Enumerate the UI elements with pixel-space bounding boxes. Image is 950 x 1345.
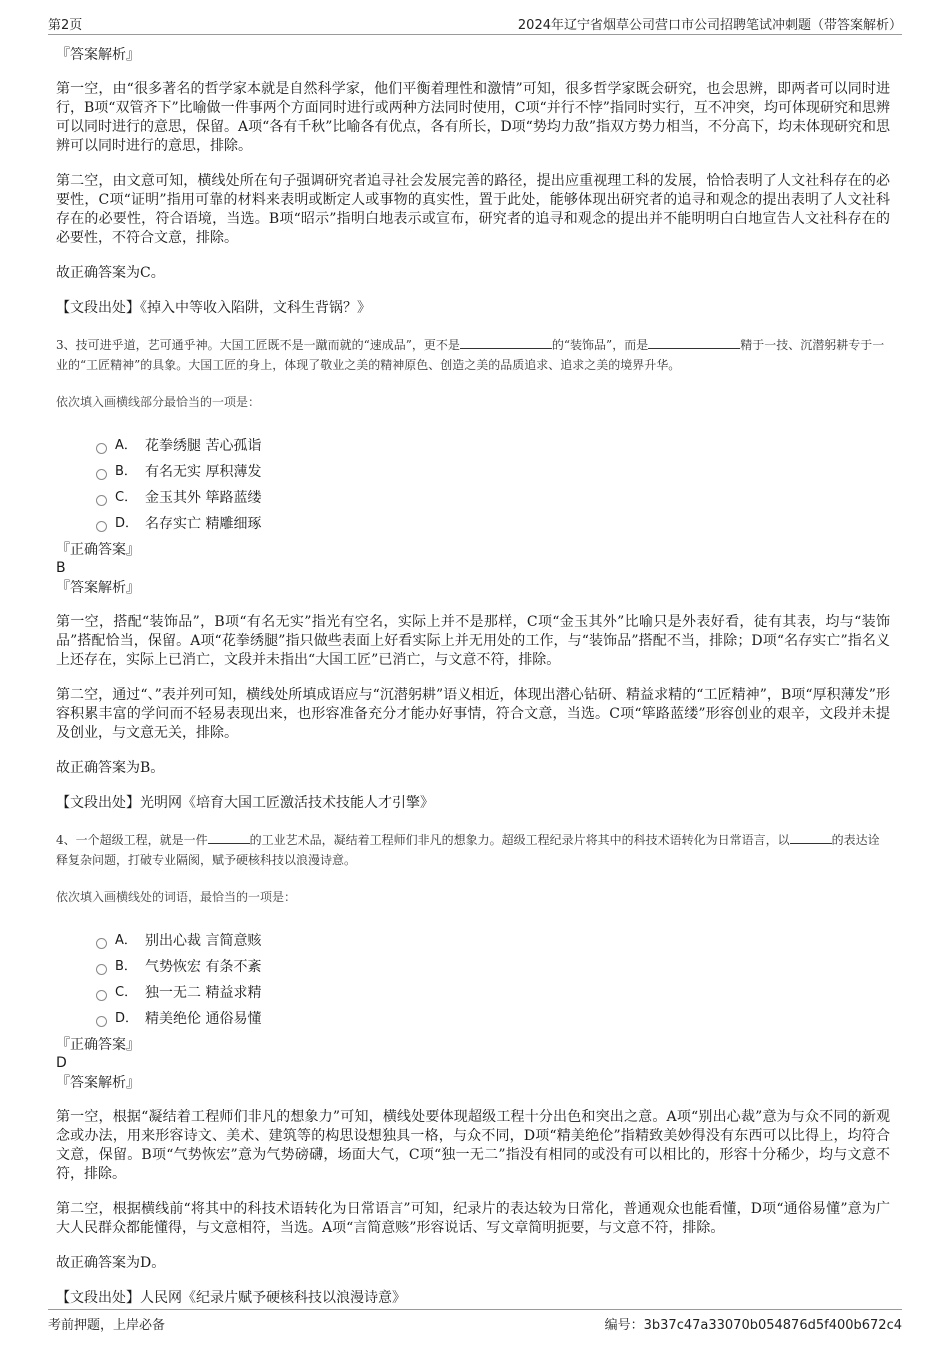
q3-source: 【文段出处】光明网《培育大国工匠激活技术技能人才引擎》 [56,795,434,811]
radio-icon[interactable] [96,990,107,1001]
q4-option-a[interactable]: A． 别出心裁 言简意赅 [96,928,890,954]
q4-instruction: 依次填入画横线处的词语，最恰当的一项是： [56,890,297,904]
q4-blank-1 [208,829,250,844]
q4-answer-label: 『正确答案』 [56,1037,140,1053]
footer-slogan: 考前押题，上岸必备 [48,1318,166,1333]
page-header [48,12,902,35]
q3-instruction: 依次填入画横线部分最恰当的一项是： [56,395,261,409]
document-title: 2024年辽宁省烟草公司营口市公司招聘笔试冲刺题（带答案解析） [517,18,902,33]
q3-analysis-para2: 第二空，通过“、”表并列可知，横线处所填成语应与“沉潜躬耕”语义相近，体现出潜心钻研、精益求精的“工匠精神”，B项“厚积薄发”形容积累丰富的学问而不轻易表现出来，也形容准备充分才能办好事情，符合文意，当选。C项“筚路蓝缕”形容创业的艰辛，文段并未提及创业，与文意无关，排除。 [56,687,890,741]
q4-option-d[interactable]: D． 精美绝伦 通俗易懂 [96,1006,890,1032]
q3-blank-2 [648,334,740,349]
radio-icon[interactable] [96,938,107,949]
q3-analysis-label: 『答案解析』 [56,580,140,596]
radio-icon[interactable] [96,964,107,975]
radio-icon[interactable] [96,521,107,532]
q3-answer: B [56,560,66,576]
q2-analysis-para1: 第一空，由“很多著名的哲学家本就是自然科学家，他们平衡着理性和激情”可知，很多哲学家既会研究，也会思辨，即两者可以同时进行，B项“双管齐下”比喻做一件事两个方面同时进行或两种方法同时使用，C项“并行不悖”指同时实行，互不冲突，均可体现研究和思辨可以同时进行的意思，保留。A项“各有千秋”比喻各有优点，各有所长，D项“势均力敌”指双方势力相当，不分高下，均未体现研究和思辨可以同时进行的意思，排除。 [56,81,890,154]
radio-icon[interactable] [96,1016,107,1027]
q4-analysis-label: 『答案解析』 [56,1075,140,1091]
q3-conclusion: 故正确答案为B。 [56,760,165,776]
q3-question-text: 3、技可进乎道，艺可通乎神。大国工匠既不是一蹴而就的“速成品”，更不是 的“装饰品”，而是 精于一技、沉潜躬耕专于一业的“工匠精神”的具象。大国工匠的身上，体现了敬业之美的精神原色、创造之美的品质追求、追求之美的境界升华。 [56,334,890,375]
page-footer [48,1309,902,1332]
q4-option-c[interactable]: C． 独一无二 精益求精 [96,980,890,1006]
q4-blank-2 [790,829,832,844]
q2-analysis-label: 『答案解析』 [56,47,140,63]
q4-options [96,928,890,1032]
q2-source: 【文段出处】《掉入中等收入陷阱，文科生背锅？》 [56,300,371,316]
q3-option-c[interactable]: C． 金玉其外 筚路蓝缕 [96,485,890,511]
q4-option-b[interactable]: B． 气势恢宏 有条不紊 [96,954,890,980]
page-number: 第2页 [48,18,83,33]
radio-icon[interactable] [96,495,107,506]
radio-icon[interactable] [96,469,107,480]
q4-answer: D [56,1055,67,1071]
q4-conclusion: 故正确答案为D。 [56,1255,166,1271]
q3-option-d[interactable]: D． 名存实亡 精雕细琢 [96,511,890,537]
q3-blank-1 [460,334,552,349]
q3-options [96,433,890,537]
document-id: 编号：3b37c47a33070b054876d5f400b672c4 [604,1318,902,1333]
q4-analysis-para1: 第一空，根据“凝结着工程师们非凡的想象力”可知，横线处要体现超级工程十分出色和突出之意。A项“别出心裁”意为与众不同的新观念或办法，用来形容诗文、美术、建筑等的构思设想独具一格，与众不同，D项“精美绝伦”指精致美妙得没有东西可以比得上，均符合文意，保留。B项“气势恢宏”意为气势磅礴，场面大气，C项“独一无二”指没有相同的或没有可以相比的，形容十分稀少，均与文意不符，排除。 [56,1109,890,1182]
q4-question-text: 4、一个超级工程，就是一件 的工业艺术品，凝结着工程师们非凡的想象力。超级工程纪录片将其中的科技术语转化为日常语言，以 的表达诠释复杂问题，打破专业隔阂，赋予硬核科技以浪漫诗意。 [56,829,890,870]
q3-analysis-para1: 第一空，搭配“装饰品”，B项“有名无实”指光有空名，实际上并不是那样，C项“金玉其外”比喻只是外表好看，徒有其表，均与“装饰品”搭配恰当，保留。A项“花拳绣腿”指只做些表面上好看实际上并无用处的工作，与“装饰品”搭配不当，排除；D项“名存实亡”指名义上还存在，实际上已消亡，文段并未指出“大国工匠”已消亡，与文意不符，排除。 [56,614,890,668]
q2-conclusion: 故正确答案为C。 [56,265,165,281]
radio-icon[interactable] [96,443,107,454]
q3-answer-label: 『正确答案』 [56,542,140,558]
q4-analysis-para2: 第二空，根据横线前“将其中的科技术语转化为日常语言”可知，纪录片的表达较为日常化，普通观众也能看懂，D项“通俗易懂”意为广大人民群众都能懂得，与文意相符，当选。A项“言简意赅”形容说话、写文章简明扼要，与文意不符，排除。 [56,1201,890,1236]
q4-source: 【文段出处】人民网《纪录片赋予硬核科技以浪漫诗意》 [56,1290,406,1306]
q2-analysis-para2: 第二空，由文意可知，横线处所在句子强调研究者追寻社会发展完善的路径，提出应重视理工科的发展，恰恰表明了人文社科存在的必要性，C项“证明”指用可靠的材料来表明或断定人或事物的真实性，置于此处，能够体现出研究者的追寻和观念的提出表明了人文社科存在的必要性，符合语境，当选。B项“昭示”指明白地表示或宣布，研究者的追寻和观念的提出并不能明明白白地宣告人文社科存在的必要性，不符合文意，排除。 [56,173,890,246]
q3-option-b[interactable]: B． 有名无实 厚积薄发 [96,459,890,485]
q3-option-a[interactable]: A． 花拳绣腿 苦心孤诣 [96,433,890,459]
document-body [56,46,890,1324]
